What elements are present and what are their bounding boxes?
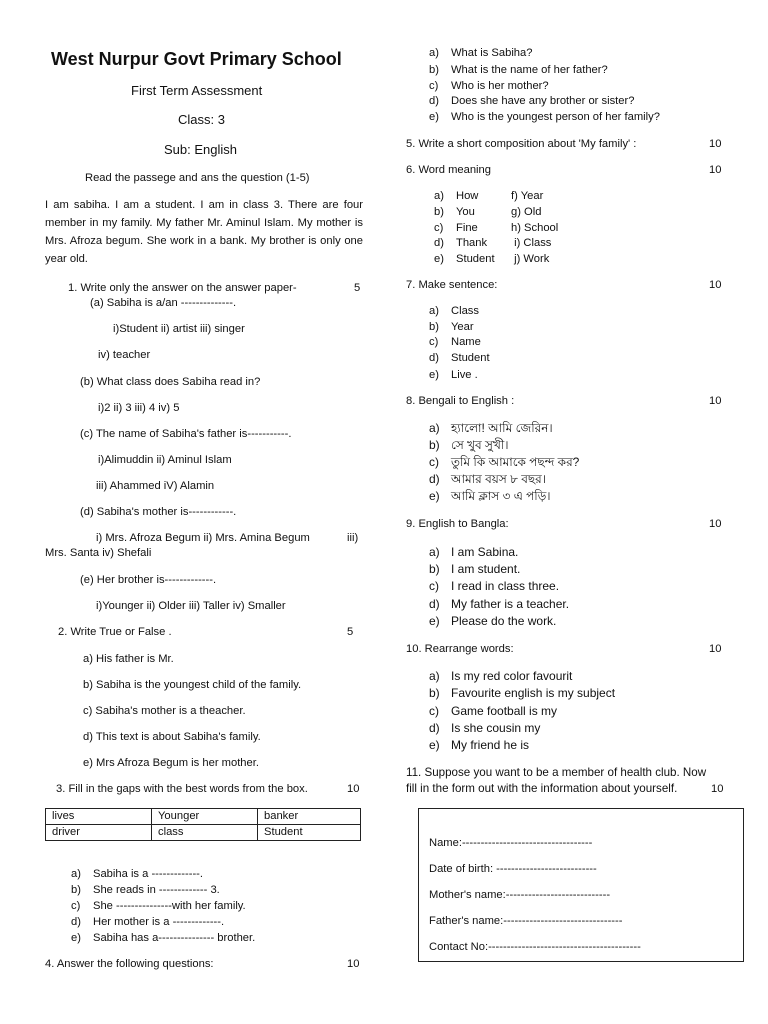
item-text: What is the name of her father? xyxy=(451,64,608,76)
q8-item xyxy=(429,455,579,469)
q4-item xyxy=(429,110,660,124)
item-text: She ---------------with her family. xyxy=(93,900,246,912)
q3-item xyxy=(71,915,224,929)
item-text: Who is the youngest person of her family? xyxy=(451,111,660,123)
item-letter: c) xyxy=(429,336,439,348)
q3-marks: 10 xyxy=(347,783,360,795)
q9-item xyxy=(429,614,556,628)
q7-title: 7. Make sentence: xyxy=(406,279,498,291)
item-letter: d) xyxy=(429,597,440,611)
q8-item xyxy=(429,421,553,435)
q1-c-question: (c) The name of Sabiha's father is-----------. xyxy=(80,428,292,440)
q10-title: 10. Rearrange words: xyxy=(406,643,514,655)
item-letter: d) xyxy=(429,352,439,364)
item-text: I read in class three. xyxy=(451,579,560,593)
item-letter: e) xyxy=(429,111,439,123)
q4-marks: 10 xyxy=(347,958,360,970)
form-name-field: Name:----------------------------------- xyxy=(429,837,593,849)
q1-b-question: (b) What class does Sabiha read in? xyxy=(80,376,261,388)
q2-item: c) Sabiha's mother is a theacher. xyxy=(83,705,246,717)
form-dob-field: Date of birth: --------------------------- xyxy=(429,863,597,875)
item-text: Fine xyxy=(456,222,478,234)
item-text: Does she have any brother or sister? xyxy=(451,95,635,107)
item-text: Is she cousin my xyxy=(451,721,541,735)
school-name: West Nurpur Govt Primary School xyxy=(51,49,342,69)
q8-item xyxy=(429,489,551,503)
item-text: আমি ক্লাস ৩ এ পড়ি। xyxy=(451,489,551,503)
item-letter: c) xyxy=(429,704,439,718)
q7-item xyxy=(429,351,490,365)
q3-title: 3. Fill in the gaps with the best words from the box. xyxy=(56,783,308,795)
q1-marks: 5 xyxy=(354,282,361,294)
q4-title: 4. Answer the following questions: xyxy=(45,958,214,970)
word-box-cell: Younger xyxy=(152,809,258,825)
item-meaning: g) Old xyxy=(511,206,542,218)
q8-marks: 10 xyxy=(709,395,722,407)
item-text: Live . xyxy=(451,369,478,381)
item-letter: d) xyxy=(429,721,440,735)
item-letter: e) xyxy=(429,489,440,503)
membership-form-box xyxy=(418,808,744,962)
item-text: তুমি কি আমাকে পছন্দ কর? xyxy=(451,455,580,469)
item-letter: c) xyxy=(429,80,439,92)
q6-item xyxy=(434,189,543,203)
q8-item xyxy=(429,472,546,486)
item-text: Name xyxy=(451,336,481,348)
q1-d-options-tail: iii) xyxy=(347,532,359,544)
item-letter: b) xyxy=(71,884,81,896)
assessment-title: First Term Assessment xyxy=(131,83,263,98)
item-letter: d) xyxy=(434,237,444,249)
q1-e-options: i)Younger ii) Older iii) Taller iv) Smaller xyxy=(96,600,286,612)
q3-item xyxy=(71,931,255,945)
word-box-cell: Student xyxy=(258,825,361,841)
item-letter: a) xyxy=(429,545,440,559)
q11-line2: fill in the form out with the information about yourself. xyxy=(406,782,678,795)
item-letter: a) xyxy=(429,669,440,683)
q9-item xyxy=(429,562,520,576)
q10-item xyxy=(429,738,529,752)
item-text: Please do the work. xyxy=(451,614,557,628)
item-letter: a) xyxy=(429,47,439,59)
word-box-row xyxy=(46,825,361,841)
q1-a-options: i)Student ii) artist iii) singer xyxy=(113,323,245,335)
q2-item: a) His father is Mr. xyxy=(83,653,174,665)
item-letter: c) xyxy=(434,222,444,234)
q6-item xyxy=(434,236,551,250)
item-text: Student xyxy=(451,352,490,364)
q2-title: 2. Write True or False . xyxy=(58,626,172,638)
item-letter: c) xyxy=(429,455,439,469)
form-father-name-field: Father's name:-------------------------------- xyxy=(429,915,623,927)
q10-item xyxy=(429,686,615,700)
item-text: I am student. xyxy=(451,562,521,576)
q6-title: 6. Word meaning xyxy=(406,164,491,176)
q5-title: 5. Write a short composition about 'My family' : xyxy=(406,138,637,150)
item-letter: b) xyxy=(429,562,440,576)
q4-item xyxy=(429,63,608,77)
item-text: Year xyxy=(451,321,474,333)
q2-item: d) This text is about Sabiha's family. xyxy=(83,731,261,743)
q6-item xyxy=(434,252,549,266)
item-letter: c) xyxy=(71,900,81,912)
q4-item xyxy=(429,79,549,93)
item-letter: e) xyxy=(71,932,81,944)
item-letter: a) xyxy=(434,190,444,202)
item-text: How xyxy=(456,190,479,202)
q1-c-options: i)Alimuddin ii) Aminul Islam xyxy=(98,454,232,466)
item-letter: a) xyxy=(429,421,440,435)
q2-item: e) Mrs Afroza Begum is her mother. xyxy=(83,757,259,769)
q1-d-question: (d) Sabiha's mother is------------. xyxy=(80,506,237,518)
item-letter: b) xyxy=(429,321,439,333)
item-text: Thank xyxy=(456,237,488,249)
q3-item xyxy=(71,867,203,881)
subject-label: Sub: English xyxy=(164,142,237,157)
item-letter: c) xyxy=(429,579,439,593)
q11-line1: 11. Suppose you want to be a member of health club. Now xyxy=(406,766,707,779)
item-text: সে খুব সুখী। xyxy=(451,438,509,452)
item-text: Is my red color favourit xyxy=(451,669,573,683)
reading-passage: I am sabiha. I am a student. I am in class 3. There are four member in my family. My father Mr. Aminul Islam. My mother is Mrs. Afroza begum. She work in a bank. My brother is only one year old. xyxy=(45,199,363,265)
item-text: She reads in ------------- 3. xyxy=(93,884,220,896)
word-box-table xyxy=(45,808,361,841)
word-box-row xyxy=(46,809,361,825)
item-letter: d) xyxy=(429,95,439,107)
item-text: What is Sabiha? xyxy=(451,47,533,59)
q9-item xyxy=(429,597,569,611)
q9-item xyxy=(429,545,518,559)
q7-item xyxy=(429,368,478,382)
q10-item xyxy=(429,704,557,718)
q11-marks: 10 xyxy=(711,783,724,795)
item-letter: b) xyxy=(429,438,440,452)
form-mother-name-field: Mother's name:---------------------------- xyxy=(429,889,611,901)
q1-d-options-cont: Mrs. Santa iv) Shefali xyxy=(45,547,152,559)
item-text: My father is a teacher. xyxy=(451,597,570,611)
q10-item xyxy=(429,669,572,683)
q10-item xyxy=(429,721,540,735)
item-text: Sabiha has a--------------- brother. xyxy=(93,932,256,944)
q1-d-options: i) Mrs. Afroza Begum ii) Mrs. Amina Begum xyxy=(96,532,310,544)
item-letter: b) xyxy=(429,686,440,700)
q5-marks: 10 xyxy=(709,138,722,150)
item-meaning: f) Year xyxy=(511,190,544,202)
class-label: Class: 3 xyxy=(178,112,225,127)
q2-item: b) Sabiha is the youngest child of the family. xyxy=(83,679,302,691)
item-letter: d) xyxy=(71,916,81,928)
item-text: Class xyxy=(451,305,479,317)
q3-item xyxy=(71,883,220,897)
q7-item xyxy=(429,304,479,318)
q8-title: 8. Bengali to English : xyxy=(406,395,515,407)
word-box-cell: class xyxy=(152,825,258,841)
word-box-cell: driver xyxy=(46,825,152,841)
instruction: Read the passege and ans the question (1-5) xyxy=(85,172,310,184)
q6-marks: 10 xyxy=(709,164,722,176)
item-text: My friend he is xyxy=(451,738,530,752)
item-letter: e) xyxy=(429,614,440,628)
item-text: আমার বয়স ৮ বছর। xyxy=(451,472,547,486)
q9-item xyxy=(429,579,559,593)
item-meaning: h) School xyxy=(511,222,559,234)
q8-item xyxy=(429,438,509,452)
q1-e-question: (e) Her brother is-------------. xyxy=(80,574,217,586)
q4-item xyxy=(429,94,634,108)
q9-title: 9. English to Bangla: xyxy=(406,518,509,530)
q1-title: 1. Write only the answer on the answer paper- xyxy=(68,282,297,294)
item-letter: a) xyxy=(71,868,81,880)
form-contact-field: Contact No:----------------------------------------- xyxy=(429,941,641,953)
q7-item xyxy=(429,335,481,349)
item-text: I am Sabina. xyxy=(451,545,519,559)
item-letter: d) xyxy=(429,472,440,486)
item-letter: b) xyxy=(434,206,444,218)
q1-b-options: i)2 ii) 3 iii) 4 iv) 5 xyxy=(98,402,180,414)
item-letter: b) xyxy=(429,64,439,76)
word-box-cell: lives xyxy=(46,809,152,825)
item-letter: e) xyxy=(434,253,444,265)
item-meaning: j) Work xyxy=(511,253,550,265)
q6-item xyxy=(434,221,558,235)
item-letter: a) xyxy=(429,305,439,317)
q7-item xyxy=(429,320,474,334)
item-text: হ্যালো! আমি জেরিন। xyxy=(451,421,553,435)
item-meaning: i) Class xyxy=(511,237,552,249)
word-box-cell: banker xyxy=(258,809,361,825)
q4-item xyxy=(429,46,532,60)
item-text: Favourite english is my subject xyxy=(451,686,616,700)
q3-item xyxy=(71,899,246,913)
item-text: Who is her mother? xyxy=(451,80,549,92)
q1-a-question: (a) Sabiha is a/an --------------. xyxy=(90,297,237,309)
item-text: Her mother is a -------------. xyxy=(93,916,225,928)
item-text: Student xyxy=(456,253,495,265)
q10-marks: 10 xyxy=(709,643,722,655)
item-text: Game football is my xyxy=(451,704,558,718)
item-letter: e) xyxy=(429,738,440,752)
item-text: Sabiha is a -------------. xyxy=(93,868,204,880)
q1-c-options-cont: iii) Ahammed iV) Alamin xyxy=(96,480,215,492)
item-letter: e) xyxy=(429,369,439,381)
q6-item xyxy=(434,205,541,219)
q9-marks: 10 xyxy=(709,518,722,530)
item-text: You xyxy=(456,206,475,218)
q1-a-options-cont: iv) teacher xyxy=(98,349,151,361)
q7-marks: 10 xyxy=(709,279,722,291)
q2-marks: 5 xyxy=(347,626,354,638)
